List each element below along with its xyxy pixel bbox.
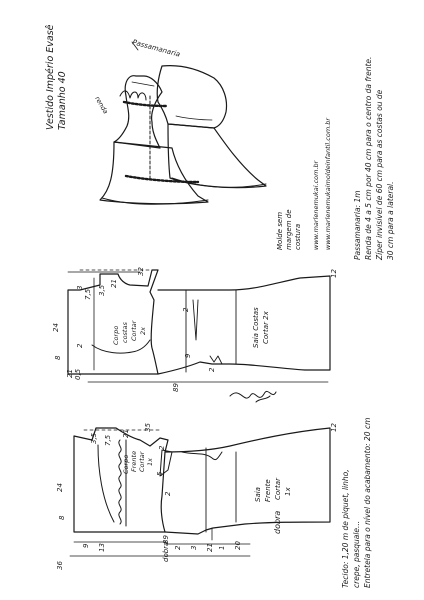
back-m-width-top: 32 [137,267,145,276]
back-bodice-label-3: Cortar [130,320,138,341]
notions-line-2: Renda de 4 a 5 cm por 40 cm para o centro da frente. [364,56,373,260]
front-fold-label: dobra [273,510,282,534]
notions-block [353,57,395,261]
back-m-skirt-len: 89 [172,383,180,392]
front-m-waist-b: 2 [158,445,166,450]
front-skirt-label-4: 1x [284,487,292,496]
front-m-total: 36 [56,561,64,570]
website-1: www.marlenemukai.com.br [312,160,320,250]
note-line-1: Molde sem [276,211,284,250]
front-m-side: 5 [156,471,164,476]
materials-line-1: Tecido: 1,20 m de piquet, linho, [341,469,350,588]
dress-sketch-front [157,66,266,188]
title-line-1: Vestido Império Evasê [45,24,56,130]
front-bodice-label-1: Corpo [122,454,130,474]
materials-block [341,418,372,588]
front-m-waist-a: 8 [58,515,66,520]
back-bodice-label-4: 2x [139,327,147,335]
back-m-skirt-small: 2 [208,367,216,372]
front-m-bottom-a: 9 [82,543,90,548]
passamanaria-trim [124,96,198,182]
back-bodice-label-2: costas [121,322,129,343]
renda-lace [120,91,146,100]
passamanaria-label: Passamanaria [131,38,181,59]
front-skirt-label-3: Cortar [274,478,282,500]
front-skirt-label [254,477,292,502]
front-m-shoulder: 21 [122,429,130,438]
materials-line-2: crepe, pasquale... [352,520,361,588]
back-m-cb-b: 2 [76,343,84,348]
renda-label: renda [93,95,110,116]
front-m-neck: 7,5 [104,434,112,446]
back-m-armhole: 7,5 [84,288,92,300]
front-bottom-fold-label: dobra [162,541,170,562]
front-bodice-label-4: 1x [146,458,154,466]
front-m-bottom-g: 20 [234,541,242,550]
front-skirt-label-1: Saia [254,487,262,502]
front-m-bottom-c: 2 [174,545,182,550]
website-2: www.marlenemukaimoldeinfantil.com.br [324,117,332,250]
front-m-bottom-b: 13 [98,543,106,552]
back-m-hem-flare: 12 [330,269,338,278]
back-m-waist-c: 0,5 [74,368,82,380]
materials-line-3: Entretela para o nível do acabamento: 20 cm [363,417,372,588]
back-m-shoulder: 21 [110,279,118,288]
back-m-waist-b: 21 [66,369,74,378]
title-block [45,24,68,130]
front-bodice-label-2: Frente [130,450,138,472]
front-m-bodice-len: 24 [56,483,64,492]
back-skirt-label [252,307,270,348]
back-m-bodice-len: 24 [52,323,60,332]
back-m-cb-a: 3 [76,285,84,290]
back-pattern [68,270,330,382]
notions-line-3: Zíper invisível de 60 cm para as costas ou de [375,89,384,260]
notions-line-1: Passamanaria: 1m [353,190,362,260]
front-lace-band [119,440,126,526]
back-m-neck-drop: 3,5 [98,284,106,296]
designer-signature [230,391,276,402]
back-skirt-label-1: Saia Costas [252,307,260,348]
title-line-2: Tamanho 40 [57,71,68,130]
back-skirt-label-2: Cortar 2x [262,311,270,344]
front-skirt-label-2: Frente [264,479,272,502]
dress-sketch-back [100,76,208,205]
front-m-skirt-len: 89 [162,535,170,544]
front-m-bottom-d: 3 [190,545,198,550]
note-line-3: costura [294,223,302,250]
front-bodice-label [122,450,154,474]
websites [312,117,332,250]
back-bodice-label-1: Corpo [112,325,120,345]
back-m-dart-low: 9 [184,353,192,358]
pattern-note [276,209,302,250]
notions-line-4: 30 cm para a lateral. [386,181,395,260]
front-bodice-label-3: Cortar [138,451,146,472]
back-m-dart: 2 [182,307,190,312]
front-m-dart: 2 [164,491,172,496]
front-m-hem-flare: 12 [330,423,338,432]
back-m-waist-a: 8 [54,355,62,360]
back-bodice-label [112,319,147,345]
front-m-width-top: 35 [144,423,152,432]
note-line-2: margem de [285,209,293,250]
front-m-neck-drop: 3,5 [90,432,98,444]
front-m-bottom-f: 1 [218,545,226,550]
front-m-bottom-e: 21 [206,543,214,552]
